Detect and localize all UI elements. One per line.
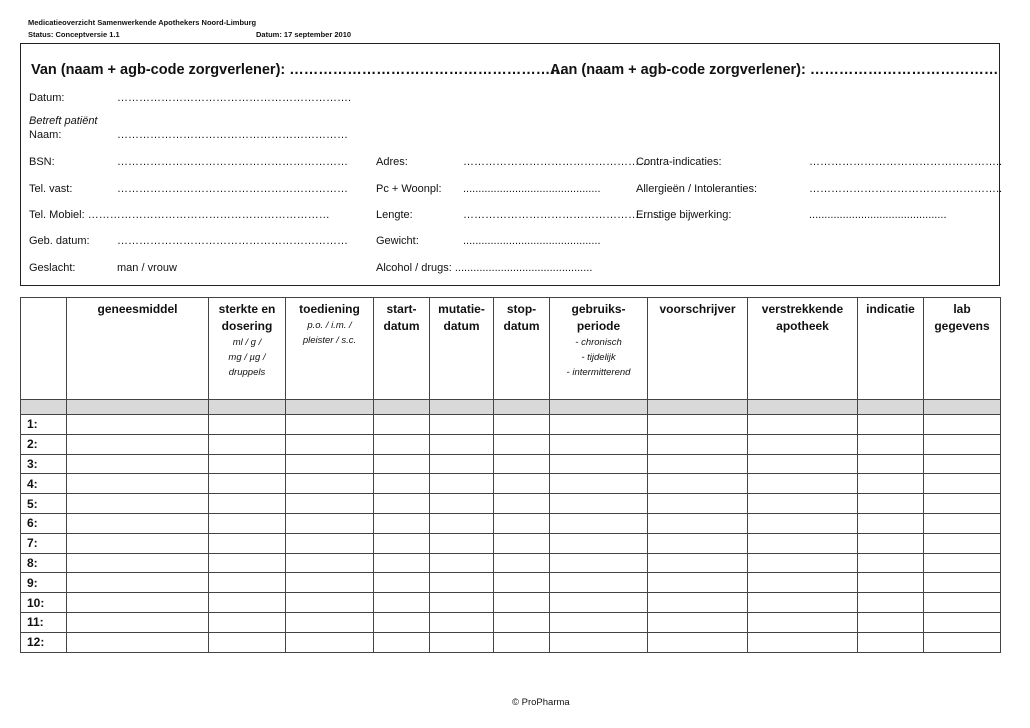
table-cell[interactable] (209, 573, 286, 593)
table-cell[interactable] (67, 513, 209, 533)
table-cell[interactable] (748, 573, 858, 593)
table-cell[interactable] (748, 415, 858, 435)
header-startdatum: start- datum (374, 298, 430, 400)
table-cell[interactable] (430, 533, 494, 553)
naam-field[interactable]: ……………………………………………………… (117, 129, 348, 141)
table-cell[interactable] (748, 593, 858, 613)
table-cell[interactable] (67, 454, 209, 474)
header-indicatie: indicatie (858, 298, 924, 400)
table-cell[interactable] (924, 415, 1001, 435)
table-cell[interactable] (748, 434, 858, 454)
table-cell[interactable] (286, 434, 374, 454)
header-geneesmiddel: geneesmiddel (67, 298, 209, 400)
table-cell[interactable] (430, 632, 494, 652)
table-header-row (21, 298, 1001, 400)
table-row (21, 415, 1001, 435)
table-cell[interactable] (924, 494, 1001, 514)
table-cell[interactable] (286, 415, 374, 435)
table-cell[interactable] (924, 632, 1001, 652)
table-cell[interactable] (374, 474, 430, 494)
table-cell[interactable] (494, 612, 550, 632)
table-cell[interactable] (374, 494, 430, 514)
table-cell[interactable] (494, 434, 550, 454)
table-cell[interactable] (286, 553, 374, 573)
table-cell[interactable] (924, 593, 1001, 613)
table-row (21, 454, 1001, 474)
table-cell[interactable] (924, 513, 1001, 533)
table-cell[interactable] (374, 553, 430, 573)
table-cell[interactable] (209, 474, 286, 494)
geslacht-label: Geslacht: (29, 262, 76, 274)
table-cell[interactable] (430, 434, 494, 454)
table-cell[interactable] (858, 454, 924, 474)
table-row (21, 612, 1001, 632)
table-cell[interactable] (286, 513, 374, 533)
table-cell[interactable] (494, 632, 550, 652)
table-cell[interactable] (648, 454, 748, 474)
table-cell[interactable] (748, 533, 858, 553)
table-cell[interactable] (858, 632, 924, 652)
ernstig-field[interactable]: ............................................. (809, 209, 947, 221)
gewicht-field[interactable]: ............................................. (463, 235, 601, 247)
medication-table (20, 297, 1001, 653)
table-cell[interactable] (209, 612, 286, 632)
van-title: Van (naam + agb-code zorgverlener): ………………………………………………… (31, 62, 565, 78)
table-cell[interactable] (286, 474, 374, 494)
table-cell[interactable] (67, 434, 209, 454)
gewicht-label: Gewicht: (376, 235, 419, 247)
table-cell[interactable] (374, 573, 430, 593)
table-cell[interactable] (209, 533, 286, 553)
table-cell[interactable] (924, 553, 1001, 573)
table-cell[interactable] (648, 573, 748, 593)
table-row (21, 573, 1001, 593)
table-row (21, 553, 1001, 573)
naam-label: Naam: (29, 129, 62, 141)
allergie-field[interactable]: …………………………………………….. (809, 183, 1003, 195)
table-cell[interactable] (430, 415, 494, 435)
table-cell[interactable] (374, 434, 430, 454)
table-gray-row (21, 400, 1001, 415)
table-cell[interactable] (858, 513, 924, 533)
lengte-label: Lengte: (376, 209, 413, 221)
table-cell[interactable] (494, 533, 550, 553)
table-cell[interactable] (858, 533, 924, 553)
table-cell[interactable] (494, 593, 550, 613)
header-sterkte: sterkte en dosering ml / g / mg / µg / druppels (209, 298, 286, 400)
table-cell[interactable] (550, 434, 648, 454)
table-cell[interactable] (67, 494, 209, 514)
table-cell[interactable] (374, 612, 430, 632)
table-cell[interactable] (374, 593, 430, 613)
row-number: 5: (21, 494, 67, 514)
table-cell[interactable] (924, 533, 1001, 553)
geslacht-value[interactable]: man / vrouw (117, 262, 177, 274)
table-row (21, 632, 1001, 652)
table-cell[interactable] (209, 513, 286, 533)
table-cell[interactable] (858, 474, 924, 494)
table-cell[interactable] (748, 454, 858, 474)
document-title: Medicatieoverzicht Samenwerkende Apothekers Noord-Limburg (28, 18, 257, 27)
document-status (28, 30, 352, 39)
datum-field[interactable]: ………………………………………………………. (117, 92, 352, 104)
table-cell[interactable] (550, 513, 648, 533)
table-cell[interactable] (67, 474, 209, 494)
table-cell[interactable] (648, 513, 748, 533)
table-cell[interactable] (648, 533, 748, 553)
table-row (21, 494, 1001, 514)
header-number (21, 298, 67, 400)
table-cell[interactable] (286, 494, 374, 514)
table-row (21, 474, 1001, 494)
row-number: 6: (21, 513, 67, 533)
table-cell[interactable] (209, 454, 286, 474)
header-gebruiksperiode: gebruiks- periode - chronisch - tijdelijk - intermitterend (550, 298, 648, 400)
table-cell[interactable] (924, 573, 1001, 593)
table-cell[interactable] (286, 533, 374, 553)
table-cell[interactable] (858, 612, 924, 632)
pc-label: Pc + Woonpl: (376, 183, 442, 195)
table-cell[interactable] (209, 632, 286, 652)
adres-label: Adres: (376, 156, 408, 168)
table-cell[interactable] (494, 454, 550, 474)
ernstig-label: Ernstige bijwerking: (636, 209, 732, 221)
table-cell[interactable] (924, 474, 1001, 494)
table-cell[interactable] (67, 533, 209, 553)
table-cell[interactable] (430, 474, 494, 494)
table-cell[interactable] (374, 533, 430, 553)
table-cell[interactable] (67, 573, 209, 593)
table-cell[interactable] (67, 632, 209, 652)
table-cell[interactable] (494, 494, 550, 514)
table-cell[interactable] (648, 415, 748, 435)
table-cell[interactable] (286, 632, 374, 652)
table-cell[interactable] (494, 513, 550, 533)
table-cell[interactable] (494, 474, 550, 494)
bsn-field[interactable]: ……………………………………………………… (117, 156, 348, 168)
table-cell[interactable] (374, 415, 430, 435)
geb-field[interactable]: ……………………………………………………… (117, 235, 348, 247)
tel-vast-field[interactable]: ……………………………………………………… (117, 183, 348, 195)
table-cell[interactable] (648, 474, 748, 494)
table-cell[interactable] (430, 454, 494, 474)
row-number: 3: (21, 454, 67, 474)
table-cell[interactable] (67, 415, 209, 435)
tel-vast-label: Tel. vast: (29, 183, 73, 195)
document-date: Datum: 17 september 2010 (256, 30, 352, 39)
table-cell[interactable] (374, 513, 430, 533)
allergie-label: Allergieën / Intoleranties: (636, 183, 758, 195)
table-cell[interactable] (494, 553, 550, 573)
table-cell[interactable] (748, 553, 858, 573)
table-cell[interactable] (209, 494, 286, 514)
table-cell[interactable] (286, 612, 374, 632)
row-number: 1: (21, 415, 67, 435)
table-cell[interactable] (430, 553, 494, 573)
header-lab: lab gegevens (924, 298, 1001, 400)
adres-field[interactable]: …………………………………………….. (463, 156, 657, 168)
table-cell[interactable] (430, 513, 494, 533)
table-cell[interactable] (748, 612, 858, 632)
table-cell[interactable] (550, 474, 648, 494)
table-cell[interactable] (924, 612, 1001, 632)
table-cell[interactable] (286, 593, 374, 613)
table-cell[interactable] (430, 593, 494, 613)
table-cell[interactable] (67, 612, 209, 632)
tel-mobiel-field[interactable]: Tel. Mobiel: ………………………………………………………… (29, 209, 330, 221)
table-row (21, 513, 1001, 533)
table-cell[interactable] (430, 573, 494, 593)
table-cell[interactable] (924, 454, 1001, 474)
table-cell[interactable] (858, 553, 924, 573)
row-number: 11: (21, 612, 67, 632)
table-cell[interactable] (209, 415, 286, 435)
header-mutatiedatum: mutatie- datum (430, 298, 494, 400)
header-voorschrijver: voorschrijver (648, 298, 748, 400)
bsn-label: BSN: (29, 156, 55, 168)
contra-label: Contra-indicaties: (636, 156, 722, 168)
table-cell[interactable] (858, 573, 924, 593)
row-number: 12: (21, 632, 67, 652)
row-number: 7: (21, 533, 67, 553)
table-cell[interactable] (924, 434, 1001, 454)
table-cell[interactable] (494, 415, 550, 435)
table-cell[interactable] (858, 415, 924, 435)
row-number: 8: (21, 553, 67, 573)
table-cell[interactable] (209, 553, 286, 573)
table-cell[interactable] (67, 593, 209, 613)
table-cell[interactable] (648, 612, 748, 632)
table-row (21, 533, 1001, 553)
table-cell[interactable] (648, 434, 748, 454)
table-cell[interactable] (209, 593, 286, 613)
table-cell[interactable] (430, 612, 494, 632)
table-cell[interactable] (550, 593, 648, 613)
header-stopdatum: stop- datum (494, 298, 550, 400)
table-row (21, 593, 1001, 613)
lengte-field[interactable]: ……………………………………………… (463, 209, 661, 221)
betreft-label: Betreft patiënt (29, 115, 98, 127)
footer-copyright: © ProPharma (512, 697, 570, 708)
row-number: 10: (21, 593, 67, 613)
table-cell[interactable] (550, 612, 648, 632)
header-toediening: toediening p.o. / i.m. / pleister / s.c. (286, 298, 374, 400)
aan-title: Aan (naam + agb-code zorgverlener): ………………………………… (550, 62, 999, 78)
table-cell[interactable] (748, 632, 858, 652)
table-cell[interactable] (550, 454, 648, 474)
table-cell[interactable] (550, 573, 648, 593)
table-cell[interactable] (748, 513, 858, 533)
datum-label: Datum: (29, 92, 65, 104)
table-cell[interactable] (858, 434, 924, 454)
table-cell[interactable] (374, 632, 430, 652)
status-text: Status: Conceptversie 1.1 (28, 30, 120, 39)
table-cell[interactable] (209, 434, 286, 454)
patient-info-box (20, 43, 1003, 286)
table-cell[interactable] (648, 632, 748, 652)
table-cell[interactable] (550, 415, 648, 435)
table-cell[interactable] (648, 593, 748, 613)
row-number: 2: (21, 434, 67, 454)
table-cell[interactable] (858, 593, 924, 613)
table-cell[interactable] (648, 494, 748, 514)
contra-field[interactable]: …………………………………………….. (809, 156, 1003, 168)
row-number: 9: (21, 573, 67, 593)
table-cell[interactable] (67, 553, 209, 573)
geb-label: Geb. datum: (29, 235, 90, 247)
pc-field[interactable]: ............................................. (463, 183, 601, 195)
table-cell[interactable] (286, 454, 374, 474)
table-cell[interactable] (550, 494, 648, 514)
table-cell[interactable] (550, 553, 648, 573)
table-cell[interactable] (550, 632, 648, 652)
table-cell[interactable] (374, 454, 430, 474)
table-cell[interactable] (648, 553, 748, 573)
table-cell[interactable] (748, 494, 858, 514)
table-cell[interactable] (858, 494, 924, 514)
table-cell[interactable] (286, 573, 374, 593)
table-cell[interactable] (494, 573, 550, 593)
table-row (21, 434, 1001, 454)
table-cell[interactable] (430, 494, 494, 514)
table-cell[interactable] (748, 474, 858, 494)
alcohol-field[interactable]: Alcohol / drugs: ............................................. (376, 262, 593, 274)
header-apotheek: verstrekkende apotheek (748, 298, 858, 400)
table-cell[interactable] (550, 533, 648, 553)
row-number: 4: (21, 474, 67, 494)
